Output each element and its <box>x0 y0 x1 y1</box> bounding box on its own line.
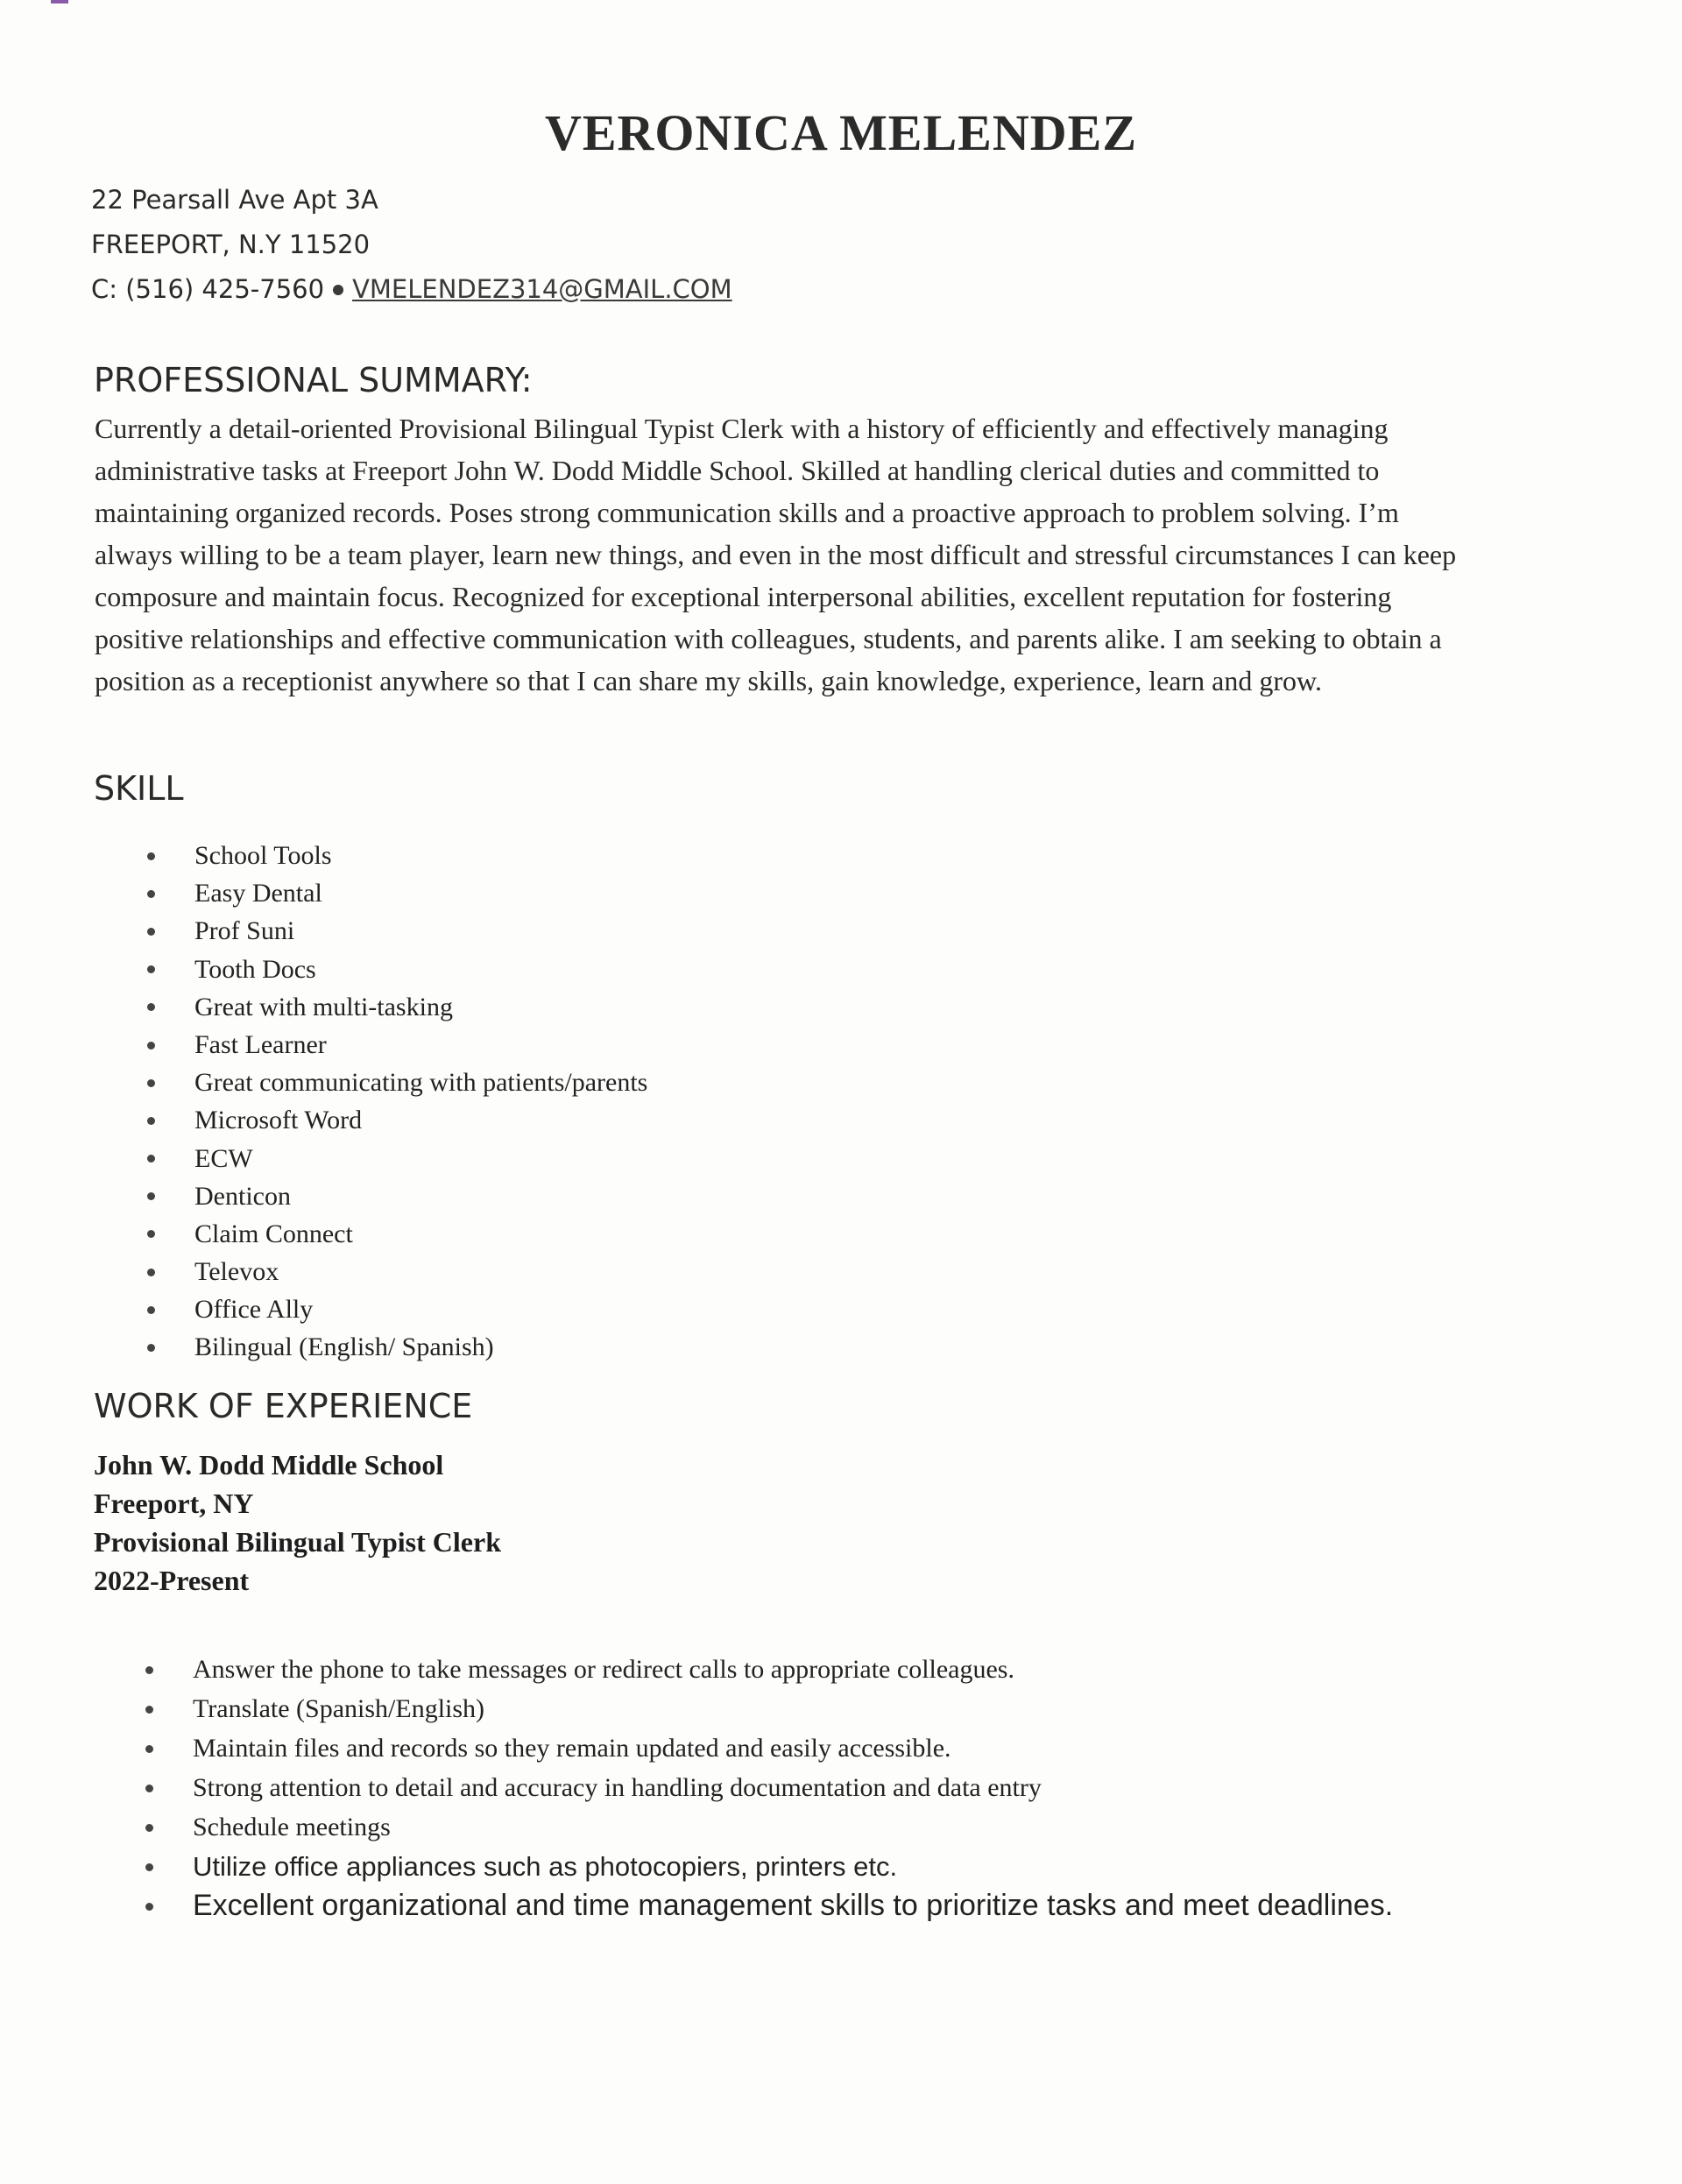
skill-label: Prof Suni <box>194 916 295 946</box>
bullet-icon <box>145 1785 153 1792</box>
duty-label: Maintain files and records so they remain updated and easily accessible. <box>193 1734 951 1763</box>
skill-label: ECW <box>194 1143 253 1173</box>
job-location: Freeport, NY <box>94 1488 254 1519</box>
bullet-icon <box>147 1230 155 1238</box>
skill-label: Great communicating with patients/parents <box>194 1068 648 1098</box>
bullet-icon <box>145 1666 153 1674</box>
bullet-icon <box>147 1079 155 1087</box>
bullet-icon <box>147 1155 155 1163</box>
skill-item <box>147 1026 647 1064</box>
experience-heading: WORK OF EXPERIENCE <box>94 1387 473 1425</box>
skill-label: Bilingual (English/ Spanish) <box>194 1332 494 1362</box>
bullet-icon <box>147 965 155 973</box>
skill-item <box>147 951 647 988</box>
skill-item <box>147 1140 647 1177</box>
resume-name: VERONICA MELENDEZ <box>544 104 1138 161</box>
bullet-icon <box>145 1824 153 1832</box>
skill-item <box>147 1290 647 1328</box>
skill-item <box>147 912 647 950</box>
duty-label: Schedule meetings <box>193 1813 391 1841</box>
skills-list <box>147 837 647 1367</box>
employer-name: John W. Dodd Middle School <box>94 1449 444 1481</box>
bullet-icon <box>147 1344 155 1352</box>
job-dates: 2022-Present <box>94 1565 250 1596</box>
skill-item <box>147 1215 647 1253</box>
duty-label: Strong attention to detail and accuracy in handling documentation and data entry <box>193 1773 1042 1802</box>
bullet-icon <box>147 1117 155 1125</box>
scan-artifact <box>51 0 68 4</box>
duty-item <box>145 1807 1393 1847</box>
skill-label: Denticon <box>194 1181 291 1211</box>
phone-email-line <box>91 267 732 312</box>
summary-line: positive relationships and effective communication with colleagues, students, and parents alike. I am seeking to obtain a <box>95 623 1442 654</box>
email-link[interactable]: VMELENDEZ314@GMAIL.COM <box>352 274 732 304</box>
summary-line: administrative tasks at Freeport John W. Dodd Middle School. Skilled at handling clerical duties and committed to <box>95 455 1380 486</box>
duty-item <box>145 1768 1393 1807</box>
skill-item <box>147 1328 647 1366</box>
duty-item <box>145 1728 1393 1768</box>
bullet-icon <box>147 1192 155 1200</box>
bullet-icon <box>147 1306 155 1314</box>
address-line-2: FREEPORT, N.Y 11520 <box>91 230 371 259</box>
skill-item <box>147 837 647 874</box>
skill-item <box>147 1253 647 1290</box>
duties-list <box>145 1650 1393 1926</box>
skills-heading: SKILL <box>94 769 184 808</box>
address-line-1: 22 Pearsall Ave Apt 3A <box>91 185 378 215</box>
duty-item <box>145 1689 1393 1728</box>
duty-item <box>145 1886 1393 1926</box>
summary-line: Currently a detail-oriented Provisional Bilingual Typist Clerk with a history of efficiently and effectively managing <box>95 413 1389 444</box>
bullet-icon <box>147 1269 155 1276</box>
bullet-icon <box>147 890 155 898</box>
summary-line: maintaining organized records. Poses strong communication skills and a proactive approach to problem solving. I’m <box>95 497 1399 528</box>
bullet-icon <box>147 1003 155 1011</box>
duty-label: Excellent organizational and time management skills to prioritize tasks and meet deadlines. <box>193 1889 1394 1922</box>
bullet-icon <box>147 852 155 860</box>
bullet-icon <box>145 1706 153 1714</box>
skill-item <box>147 1101 647 1139</box>
summary-line: composure and maintain focus. Recognized for exceptional interpersonal abilities, excellent reputation for fostering <box>95 581 1392 612</box>
bullet-icon <box>147 928 155 936</box>
skill-label: Fast Learner <box>194 1029 327 1059</box>
contact-block <box>91 178 732 312</box>
bullet-icon <box>145 1863 153 1871</box>
skill-item <box>147 988 647 1026</box>
bullet-icon <box>147 1042 155 1050</box>
job-position: Provisional Bilingual Typist Clerk <box>94 1526 501 1558</box>
summary-line: position as a receptionist anywhere so that I can share my skills, gain knowledge, experience, learn and grow. <box>95 665 1323 696</box>
summary-line: always willing to be a team player, learn new things, and even in the most difficult and stressful circumstances I can keep <box>95 539 1457 570</box>
bullet-icon <box>145 1903 153 1911</box>
duty-label: Utilize office appliances such as photocopiers, printers etc. <box>193 1851 898 1882</box>
skill-label: School Tools <box>194 841 332 870</box>
skill-item <box>147 1177 647 1215</box>
skill-label: Easy Dental <box>194 879 322 908</box>
duty-label: Translate (Spanish/English) <box>193 1694 485 1723</box>
duty-item <box>145 1650 1393 1689</box>
skill-label: Office Ally <box>194 1295 314 1325</box>
skill-label: Microsoft Word <box>194 1106 363 1135</box>
skill-label: Great with multi-tasking <box>194 992 453 1021</box>
summary-heading: PROFESSIONAL SUMMARY: <box>94 361 533 399</box>
phone-number: C: (516) 425-7560 <box>91 274 325 304</box>
job-header <box>94 1445 501 1600</box>
summary-paragraph <box>95 407 1601 702</box>
separator-dot-icon <box>333 285 343 295</box>
bullet-icon <box>145 1745 153 1753</box>
skill-label: Televox <box>194 1257 279 1287</box>
skill-item <box>147 1064 647 1101</box>
skill-label: Claim Connect <box>194 1219 353 1248</box>
skill-label: Tooth Docs <box>194 954 316 984</box>
skill-item <box>147 874 647 912</box>
duty-item <box>145 1847 1393 1886</box>
duty-label: Answer the phone to take messages or redirect calls to appropriate colleagues. <box>193 1655 1014 1684</box>
